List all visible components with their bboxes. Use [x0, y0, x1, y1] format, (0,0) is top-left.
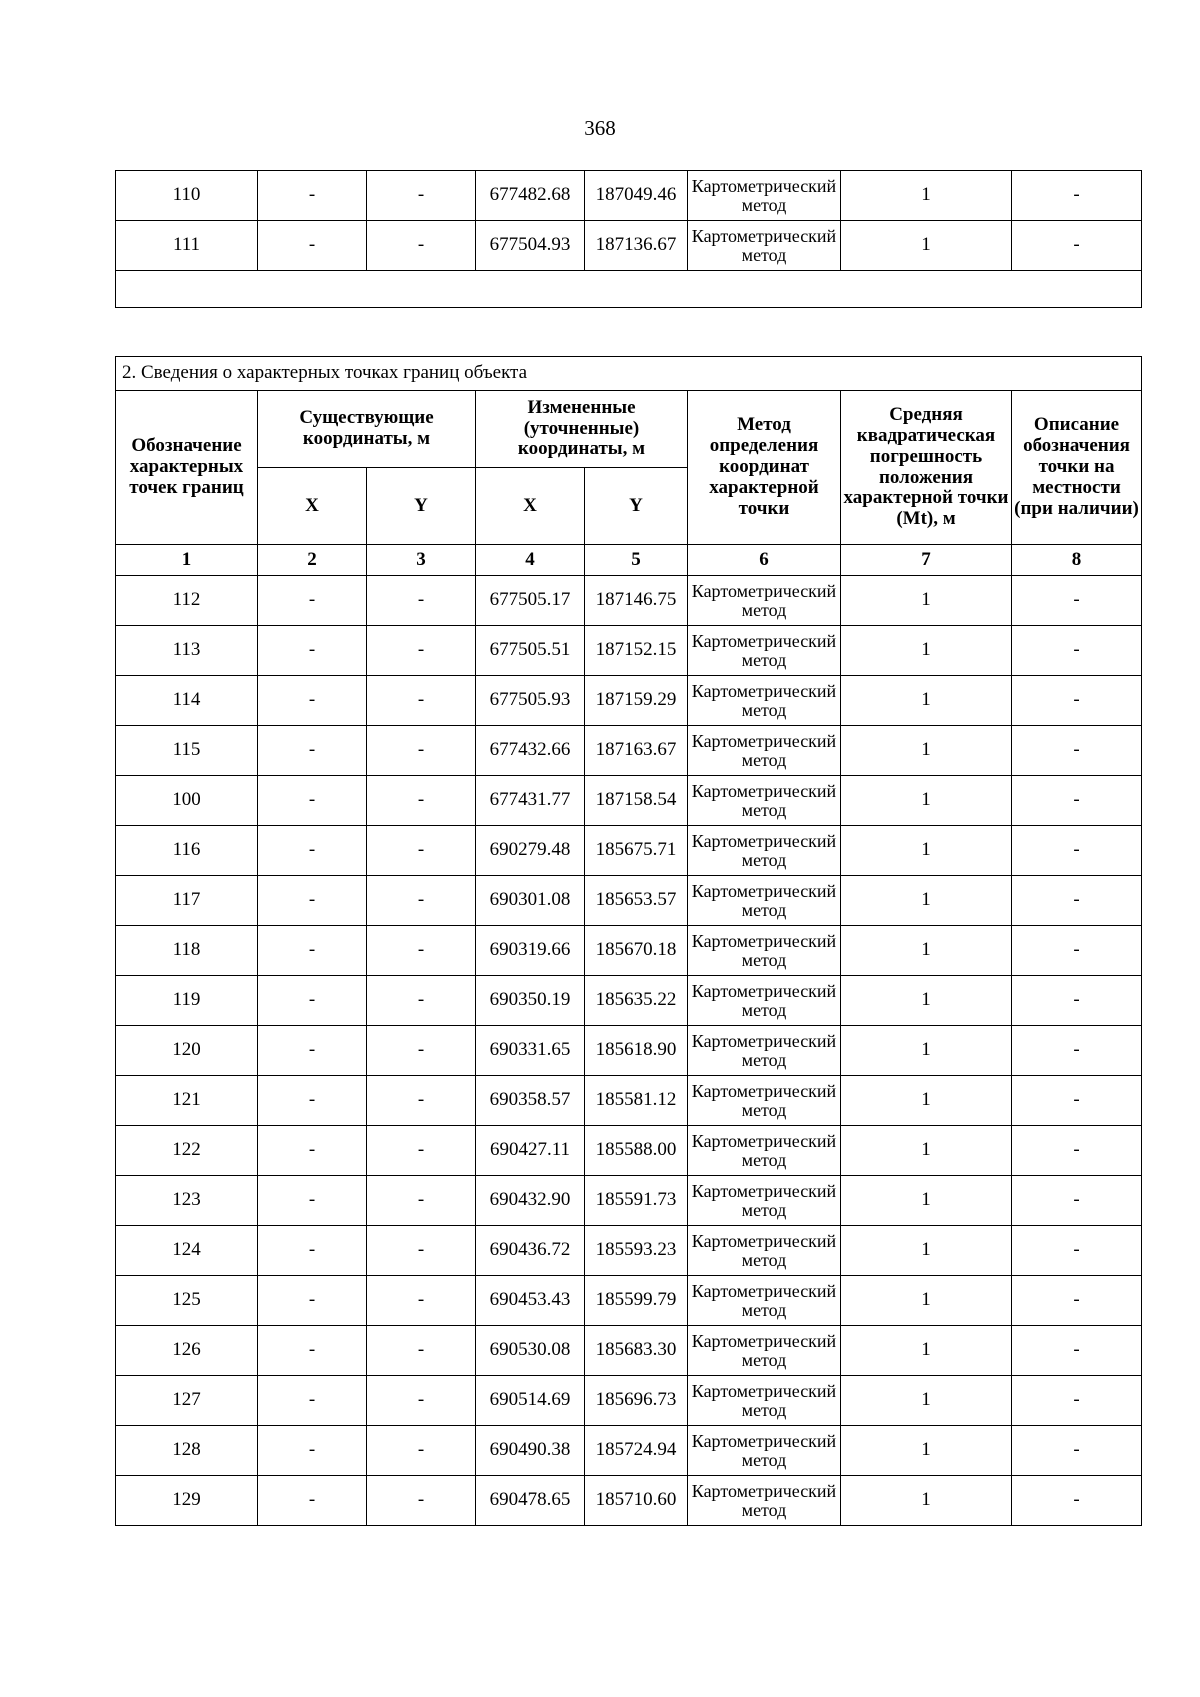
cell-y: 185618.90 — [585, 1026, 688, 1076]
column-number: 8 — [1012, 545, 1142, 576]
cell-x: 690490.38 — [476, 1426, 585, 1476]
cell-point-number: 111 — [116, 221, 258, 271]
cell-point-number: 115 — [116, 726, 258, 776]
cell-x: 690319.66 — [476, 926, 585, 976]
header-changed-x: X — [476, 468, 585, 545]
cell-existing-x: - — [258, 576, 367, 626]
cell-mt: 1 — [841, 876, 1012, 926]
table-row — [116, 1426, 1142, 1476]
table-row — [116, 1226, 1142, 1276]
section-title: 2. Сведения о характерных точках границ объекта — [116, 357, 1142, 391]
cell-existing-x: - — [258, 1026, 367, 1076]
cell-y: 187158.54 — [585, 776, 688, 826]
cell-point-number: 120 — [116, 1026, 258, 1076]
header-mean-square-error: Средняя квадратическая погрешность положения характерной точки (Mt), м — [841, 391, 1012, 545]
cell-x: 677431.77 — [476, 776, 585, 826]
cell-method: Картометрический метод — [688, 171, 841, 221]
cell-y: 185683.30 — [585, 1326, 688, 1376]
cell-mt: 1 — [841, 676, 1012, 726]
header-existing-coordinates: Существующие координаты, м — [258, 391, 476, 468]
cell-x: 690453.43 — [476, 1276, 585, 1326]
table-row — [116, 1376, 1142, 1426]
header-point-description: Описание обозначения точки на местности (при наличии) — [1012, 391, 1142, 545]
header-changed-y: Y — [585, 468, 688, 545]
cell-existing-y: - — [367, 726, 476, 776]
cell-y: 187146.75 — [585, 576, 688, 626]
cell-description: - — [1012, 926, 1142, 976]
header-existing-y: Y — [367, 468, 476, 545]
cell-existing-x: - — [258, 1226, 367, 1276]
cell-point-number: 129 — [116, 1476, 258, 1526]
column-number: 4 — [476, 545, 585, 576]
cell-description: - — [1012, 221, 1142, 271]
cell-existing-x: - — [258, 776, 367, 826]
cell-point-number: 113 — [116, 626, 258, 676]
cell-x: 690436.72 — [476, 1226, 585, 1276]
cell-point-number: 112 — [116, 576, 258, 626]
main-table-body — [116, 576, 1142, 1526]
cell-y: 185724.94 — [585, 1426, 688, 1476]
cell-mt: 1 — [841, 1476, 1012, 1526]
cell-point-number: 118 — [116, 926, 258, 976]
table-row — [116, 626, 1142, 676]
cell-point-number: 126 — [116, 1326, 258, 1376]
cell-y: 185581.12 — [585, 1076, 688, 1126]
table-row — [116, 826, 1142, 876]
cell-description: - — [1012, 826, 1142, 876]
cell-point-number: 116 — [116, 826, 258, 876]
cell-method: Картометрический метод — [688, 1426, 841, 1476]
cell-existing-y: - — [367, 221, 476, 271]
table-empty-row — [116, 271, 1142, 308]
cell-point-number: 114 — [116, 676, 258, 726]
cell-existing-x: - — [258, 926, 367, 976]
cell-existing-y: - — [367, 826, 476, 876]
cell-method: Картометрический метод — [688, 876, 841, 926]
cell-point-number: 110 — [116, 171, 258, 221]
cell-existing-x: - — [258, 876, 367, 926]
cell-existing-y: - — [367, 1176, 476, 1226]
cell-x: 690331.65 — [476, 1026, 585, 1076]
header-existing-x: X — [258, 468, 367, 545]
cell-y: 187136.67 — [585, 221, 688, 271]
cell-description: - — [1012, 1126, 1142, 1176]
cell-mt: 1 — [841, 1176, 1012, 1226]
cell-y: 185710.60 — [585, 1476, 688, 1526]
cell-point-number: 121 — [116, 1076, 258, 1126]
cell-method: Картометрический метод — [688, 1126, 841, 1176]
cell-existing-y: - — [367, 576, 476, 626]
header-changed-coordinates: Измененные (уточненные) координаты, м — [476, 391, 688, 468]
cell-description: - — [1012, 626, 1142, 676]
cell-x: 690478.65 — [476, 1476, 585, 1526]
cell-y: 185591.73 — [585, 1176, 688, 1226]
cell-x: 677505.51 — [476, 626, 585, 676]
cell-mt: 1 — [841, 726, 1012, 776]
cell-existing-x: - — [258, 1376, 367, 1426]
table-row — [116, 1176, 1142, 1226]
cell-point-number: 100 — [116, 776, 258, 826]
coordinates-table-continuation — [115, 170, 1142, 308]
cell-method: Картометрический метод — [688, 1176, 841, 1226]
cell-existing-x: - — [258, 726, 367, 776]
cell-mt: 1 — [841, 926, 1012, 976]
cell-description: - — [1012, 1376, 1142, 1426]
cell-method: Картометрический метод — [688, 1326, 841, 1376]
cell-y: 185635.22 — [585, 976, 688, 1026]
cell-point-number: 125 — [116, 1276, 258, 1326]
cell-existing-y: - — [367, 1076, 476, 1126]
cell-y: 187163.67 — [585, 726, 688, 776]
cell-existing-x: - — [258, 1326, 367, 1376]
cell-method: Картометрический метод — [688, 926, 841, 976]
cell-existing-y: - — [367, 626, 476, 676]
cell-mt: 1 — [841, 221, 1012, 271]
empty-cell — [116, 271, 1142, 308]
cell-existing-x: - — [258, 1126, 367, 1176]
cell-method: Картометрический метод — [688, 726, 841, 776]
cell-existing-y: - — [367, 1026, 476, 1076]
cell-existing-x: - — [258, 1276, 367, 1326]
cell-mt: 1 — [841, 626, 1012, 676]
cell-x: 690514.69 — [476, 1376, 585, 1426]
cell-y: 187159.29 — [585, 676, 688, 726]
cell-mt: 1 — [841, 1126, 1012, 1176]
cell-existing-y: - — [367, 676, 476, 726]
cell-x: 677505.17 — [476, 576, 585, 626]
cell-existing-y: - — [367, 876, 476, 926]
table-row — [116, 976, 1142, 1026]
cell-existing-x: - — [258, 826, 367, 876]
cell-existing-y: - — [367, 1226, 476, 1276]
cell-description: - — [1012, 1026, 1142, 1076]
table-row — [116, 1126, 1142, 1176]
cell-x: 690432.90 — [476, 1176, 585, 1226]
table-row — [116, 776, 1142, 826]
cell-point-number: 119 — [116, 976, 258, 1026]
table-row — [116, 1476, 1142, 1526]
cell-method: Картометрический метод — [688, 1026, 841, 1076]
cell-y: 185588.00 — [585, 1126, 688, 1176]
cell-method: Картометрический метод — [688, 676, 841, 726]
cell-description: - — [1012, 1326, 1142, 1376]
cell-point-number: 124 — [116, 1226, 258, 1276]
table-row — [116, 171, 1142, 221]
cell-point-number: 122 — [116, 1126, 258, 1176]
cell-method: Картометрический метод — [688, 776, 841, 826]
cell-method: Картометрический метод — [688, 221, 841, 271]
table-row — [116, 221, 1142, 271]
cell-y: 185675.71 — [585, 826, 688, 876]
cell-x: 690301.08 — [476, 876, 585, 926]
cell-y: 187049.46 — [585, 171, 688, 221]
cell-description: - — [1012, 776, 1142, 826]
cell-existing-x: - — [258, 221, 367, 271]
cell-x: 690530.08 — [476, 1326, 585, 1376]
cell-point-number: 128 — [116, 1426, 258, 1476]
cell-x: 690350.19 — [476, 976, 585, 1026]
cell-existing-x: - — [258, 171, 367, 221]
cell-mt: 1 — [841, 1326, 1012, 1376]
cell-description: - — [1012, 1226, 1142, 1276]
cell-method: Картометрический метод — [688, 626, 841, 676]
cell-mt: 1 — [841, 976, 1012, 1026]
cell-method: Картометрический метод — [688, 576, 841, 626]
cell-y: 185653.57 — [585, 876, 688, 926]
cell-existing-y: - — [367, 1126, 476, 1176]
cell-description: - — [1012, 1276, 1142, 1326]
cell-description: - — [1012, 1426, 1142, 1476]
cell-point-number: 123 — [116, 1176, 258, 1226]
cell-method: Картометрический метод — [688, 976, 841, 1026]
cell-existing-x: - — [258, 1176, 367, 1226]
cell-x: 677432.66 — [476, 726, 585, 776]
cell-x: 690358.57 — [476, 1076, 585, 1126]
cell-y: 185670.18 — [585, 926, 688, 976]
cell-description: - — [1012, 171, 1142, 221]
table-row — [116, 676, 1142, 726]
cell-method: Картометрический метод — [688, 1276, 841, 1326]
table-row — [116, 876, 1142, 926]
boundary-points-table — [115, 356, 1142, 1526]
column-number: 2 — [258, 545, 367, 576]
cell-mt: 1 — [841, 776, 1012, 826]
cell-mt: 1 — [841, 1226, 1012, 1276]
cell-y: 185696.73 — [585, 1376, 688, 1426]
cell-existing-y: - — [367, 926, 476, 976]
cell-mt: 1 — [841, 1276, 1012, 1326]
table-row — [116, 576, 1142, 626]
cell-mt: 1 — [841, 171, 1012, 221]
cell-x: 677505.93 — [476, 676, 585, 726]
cell-description: - — [1012, 1476, 1142, 1526]
cell-y: 185599.79 — [585, 1276, 688, 1326]
table-row — [116, 1326, 1142, 1376]
cell-existing-y: - — [367, 1326, 476, 1376]
cell-mt: 1 — [841, 1026, 1012, 1076]
cell-description: - — [1012, 576, 1142, 626]
column-number: 1 — [116, 545, 258, 576]
cell-method: Картометрический метод — [688, 1476, 841, 1526]
cell-existing-x: - — [258, 1476, 367, 1526]
table-row — [116, 726, 1142, 776]
cell-mt: 1 — [841, 1376, 1012, 1426]
column-number: 3 — [367, 545, 476, 576]
column-number-row — [116, 545, 1142, 576]
cell-existing-x: - — [258, 626, 367, 676]
cell-existing-y: - — [367, 1376, 476, 1426]
cell-method: Картометрический метод — [688, 1376, 841, 1426]
cell-mt: 1 — [841, 1426, 1012, 1476]
header-method: Метод определения координат характерной точки — [688, 391, 841, 545]
table-row — [116, 1076, 1142, 1126]
cell-method: Картометрический метод — [688, 1076, 841, 1126]
cell-method: Картометрический метод — [688, 826, 841, 876]
cell-description: - — [1012, 726, 1142, 776]
cell-mt: 1 — [841, 1076, 1012, 1126]
cell-existing-x: - — [258, 1426, 367, 1476]
cell-x: 690427.11 — [476, 1126, 585, 1176]
cell-existing-y: - — [367, 1276, 476, 1326]
cell-existing-y: - — [367, 776, 476, 826]
cell-description: - — [1012, 1076, 1142, 1126]
cell-point-number: 127 — [116, 1376, 258, 1426]
column-number: 5 — [585, 545, 688, 576]
cell-existing-x: - — [258, 676, 367, 726]
cell-existing-x: - — [258, 976, 367, 1026]
cell-existing-y: - — [367, 976, 476, 1026]
cell-point-number: 117 — [116, 876, 258, 926]
cell-existing-x: - — [258, 1076, 367, 1126]
cell-x: 677504.93 — [476, 221, 585, 271]
table-row — [116, 1276, 1142, 1326]
cell-method: Картометрический метод — [688, 1226, 841, 1276]
column-number: 6 — [688, 545, 841, 576]
cell-mt: 1 — [841, 576, 1012, 626]
cell-existing-y: - — [367, 1426, 476, 1476]
cell-description: - — [1012, 976, 1142, 1026]
cell-description: - — [1012, 1176, 1142, 1226]
cell-y: 187152.15 — [585, 626, 688, 676]
header-point-designation: Обозначение характерных точек границ — [116, 391, 258, 545]
cell-x: 690279.48 — [476, 826, 585, 876]
cell-existing-y: - — [367, 1476, 476, 1526]
column-number: 7 — [841, 545, 1012, 576]
top-table-body — [116, 171, 1142, 271]
page-number: 368 — [584, 116, 616, 140]
table-row — [116, 1026, 1142, 1076]
table-row — [116, 926, 1142, 976]
cell-description: - — [1012, 676, 1142, 726]
cell-y: 185593.23 — [585, 1226, 688, 1276]
cell-mt: 1 — [841, 826, 1012, 876]
cell-x: 677482.68 — [476, 171, 585, 221]
cell-description: - — [1012, 876, 1142, 926]
cell-existing-y: - — [367, 171, 476, 221]
